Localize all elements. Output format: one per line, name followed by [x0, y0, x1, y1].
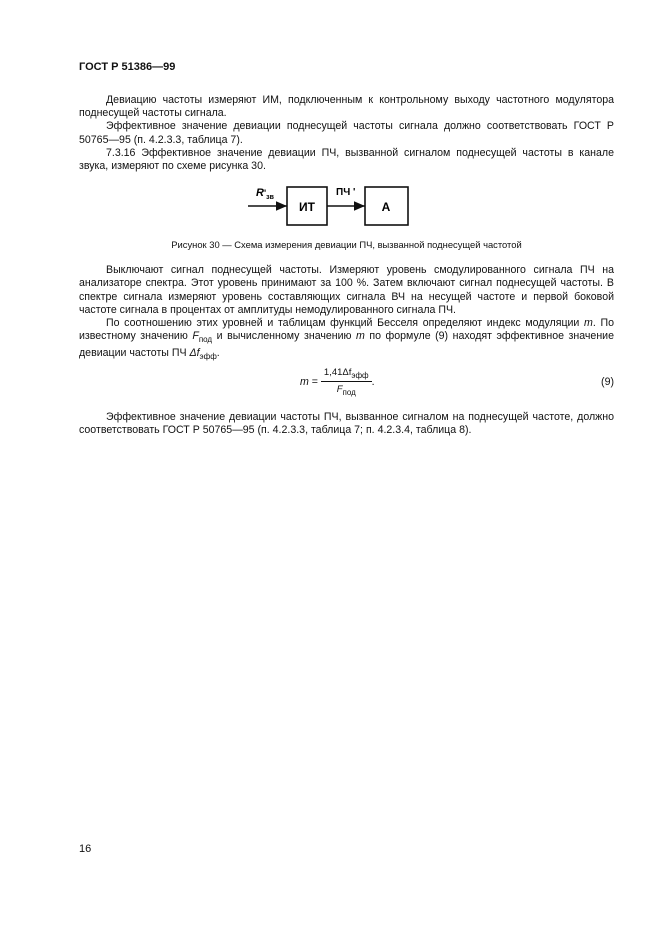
box-it-label: ИТ [298, 200, 315, 215]
formula-lhs: m [300, 375, 309, 388]
formula-eq: = [308, 375, 321, 388]
paragraph: Выключают сигнал поднесущей частоты. Измеряют уровень смодулированного сигнала ПЧ на анализаторе спектра. Этот уровень принимают за 100 %. Затем включают сигнал поднесущей частоты. В спектре сигнала измеряют уровень составляющих сигнала ВЧ на несущей частоте и первой боковой частоте сигнала в процентах от амплитуды немодулированного сигнала ПЧ. [79, 264, 614, 316]
den-text: F [336, 383, 343, 395]
text: . По известному значению [79, 317, 614, 343]
input-label: R [255, 187, 264, 200]
document-body [79, 94, 614, 437]
document-header: ГОСТ Р 51386—99 [79, 61, 176, 73]
text: . [216, 346, 220, 359]
num-text: 1,41Δf [323, 366, 352, 378]
den-sub: под [342, 387, 356, 397]
input-label-group [256, 187, 275, 201]
formula-row [79, 367, 614, 401]
input-prime: ' [263, 188, 266, 199]
sub: под [198, 335, 213, 345]
figure-caption: Рисунок 30 — Схема измерения девиации ПЧ, вызванной поднесущей частотой [171, 239, 522, 251]
var-df: Δf [189, 346, 200, 359]
paragraph: Эффективное значение девиации поднесущей частоты сигнала должно соответствовать ГОСТ Р 50765—95 (п. 4.2.3.3, таблица 7). [79, 120, 614, 146]
var-f: F [192, 330, 199, 343]
paragraph: Девиацию частоты измеряют ИМ, подключенным к контрольному выходу частотного модулятора поднесущей частоты сигнала. [79, 94, 614, 120]
var-m: m [584, 317, 593, 330]
input-sub: зв [265, 194, 274, 202]
paragraph-bessel [79, 317, 614, 363]
page-number: 16 [79, 843, 92, 855]
text: По соотношению этих уровней и таблицам функций Бесселя определяют индекс модуляции [106, 317, 585, 330]
num-sub: эфф [351, 370, 369, 380]
box-a-label: А [381, 200, 390, 215]
fraction [321, 367, 372, 397]
var-m: m [356, 330, 365, 343]
paragraph: Эффективное значение девиации частоты ПЧ, вызванное сигналом на поднесущей частоте, должно соответствовать ГОСТ Р 50765—95 (п. 4.2.3.3, таблица 7; п. 4.2.3.4, таблица 8). [79, 410, 614, 437]
mid-label: ПЧ ' [335, 187, 355, 199]
formula-9 [300, 367, 375, 397]
text: и вычисленному значению [212, 330, 357, 343]
equation-number: (9) [601, 375, 614, 388]
block-diagram [242, 181, 422, 231]
text: по формуле (9) находят эффективное значение девиации частоты ПЧ [79, 330, 614, 359]
text-block-mid [79, 264, 614, 363]
text-block-bottom [79, 411, 614, 437]
numerator [321, 367, 372, 382]
denominator [337, 382, 356, 397]
figure-30-diagram [242, 181, 422, 231]
paragraph: 7.3.16 Эффективное значение девиации ПЧ, вызванной сигналом поднесущей частоты в канале звука, измеряют по схеме рисунка 30. [79, 146, 614, 173]
formula-tail: . [371, 375, 375, 388]
sub: эфф [199, 351, 217, 361]
text-block-top [79, 94, 614, 173]
